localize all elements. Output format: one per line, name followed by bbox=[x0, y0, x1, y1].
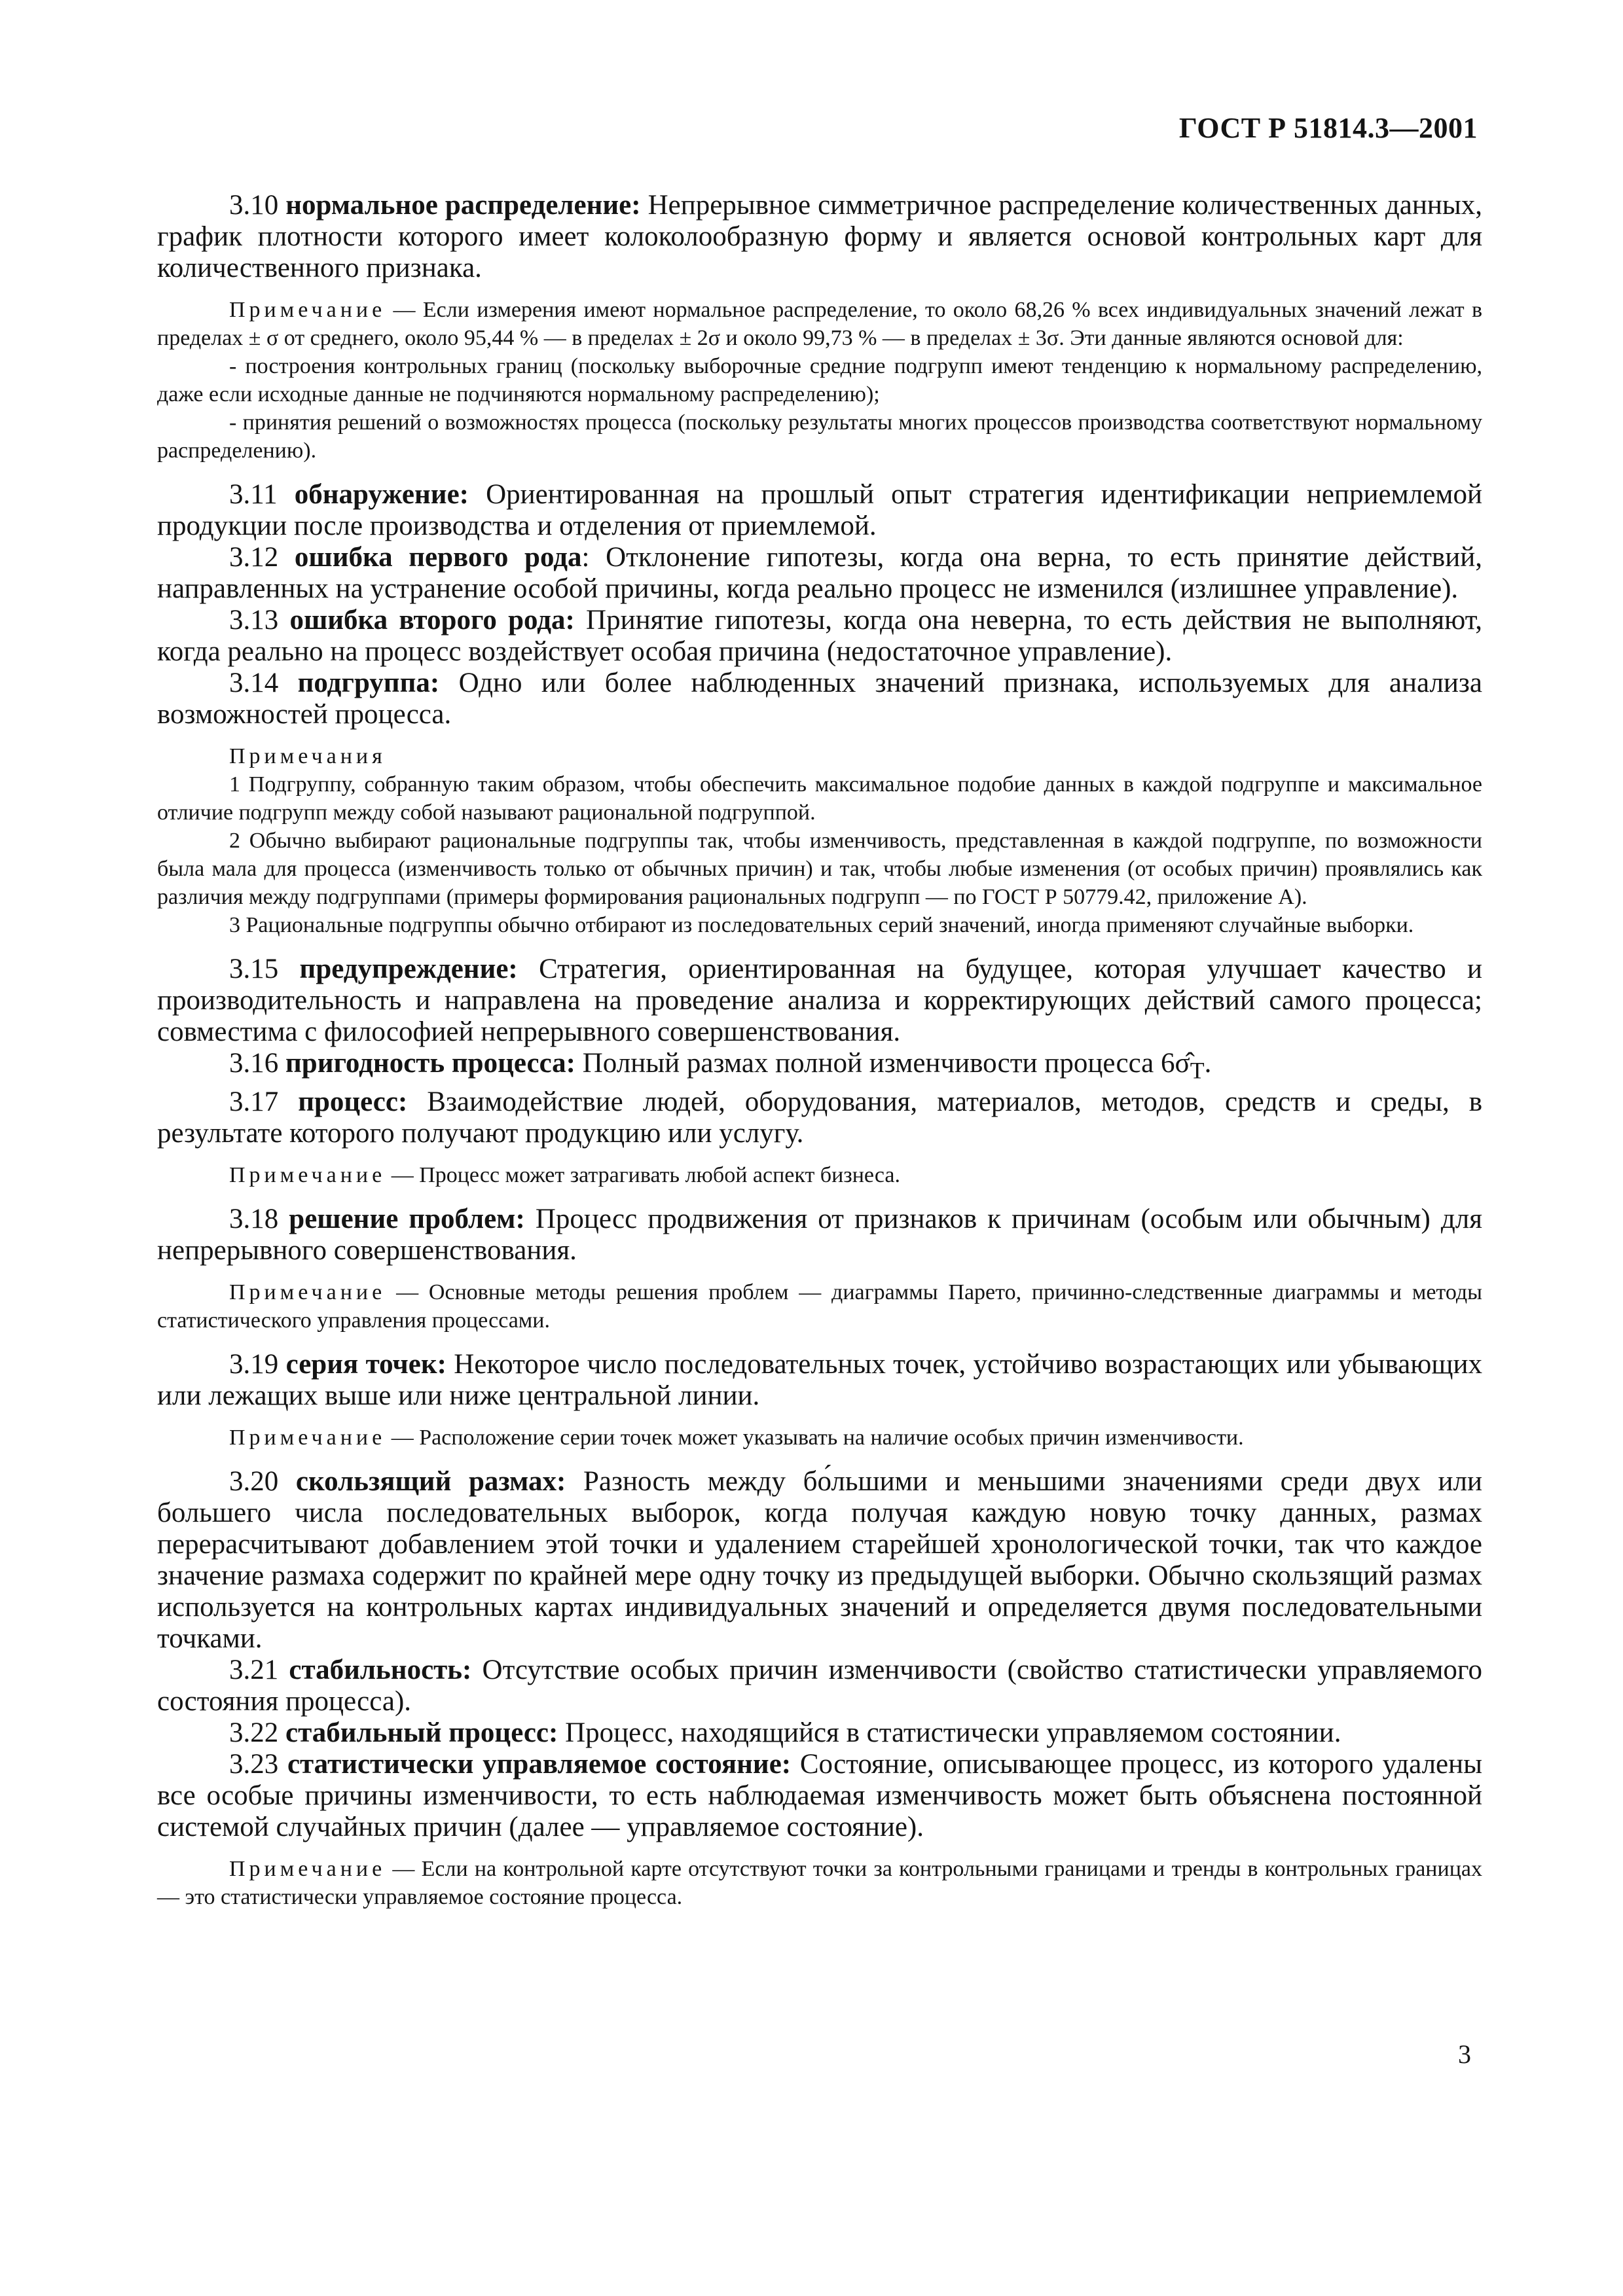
term-definition: Состояние, описывающее процесс, из которого удалены все особые причины изменчивости, то есть наблюдаемая изменчивость может быть объяснена постоянной системой случайных причин (далее — управляемое состояние). bbox=[157, 1748, 1483, 1842]
note-label: Примечание bbox=[229, 1425, 386, 1450]
clause-number: 3.17 bbox=[229, 1086, 279, 1117]
definition-3-21 bbox=[157, 1655, 1482, 1717]
clause-number: 3.19 bbox=[229, 1348, 279, 1380]
term-name: подгруппа: bbox=[297, 668, 440, 698]
definition-3-15 bbox=[157, 954, 1482, 1048]
note-3-19 bbox=[157, 1424, 1482, 1452]
definition-3-23 bbox=[157, 1749, 1482, 1843]
definition-3-22 bbox=[157, 1717, 1482, 1749]
note-text: — Если измерения имеют нормальное распределение, то около 68,26 % всех индивидуальных значений лежат в пределах ± σ от среднего, около 95,44 % — в пределах ± 2σ и около 99,73 % — в пределах ± 3σ. Эти данные являются основой для: bbox=[157, 298, 1483, 350]
definition-3-14 bbox=[157, 668, 1482, 730]
note-list-item: 3 Рациональные подгруппы обычно отбирают из последовательных серий значений, иногда применяют случайные выборки. bbox=[229, 913, 1414, 937]
term-name: пригодность процесса: bbox=[285, 1048, 575, 1079]
clause-number: 3.16 bbox=[229, 1048, 279, 1079]
term-definition: Полный размах полной изменчивости процесса 6σ̂ bbox=[582, 1048, 1190, 1079]
term-definition: Взаимодействие людей, оборудования, материалов, методов, средств и среды, в результате которого получают продукцию или услугу. bbox=[157, 1086, 1482, 1149]
definition-3-10 bbox=[157, 190, 1482, 284]
note-3-10 bbox=[157, 296, 1482, 352]
clause-number: 3.13 bbox=[229, 605, 279, 636]
note-list-item: - построения контрольных границ (поскольку выборочные средние подгрупп имеют тенденцию к нормальному распределению, даже если исходные данные не подчиняются нормальному распределению); bbox=[157, 354, 1482, 406]
document-header: ГОСТ Р 51814.3—2001 bbox=[1178, 112, 1478, 144]
definition-3-18 bbox=[157, 1204, 1482, 1266]
definition-3-11 bbox=[157, 479, 1482, 542]
term-definition: Принятие гипотезы, когда она неверна, то есть действия не выполняют, когда реально на процесс воздействует особая причина (недостаточное управление). bbox=[157, 605, 1483, 667]
term-name: решение проблем: bbox=[289, 1203, 525, 1234]
clause-number: 3.14 bbox=[229, 668, 279, 698]
term-definition: : Отклонение гипотезы, когда она верна, то есть принятие действий, направленных на устранение особой причины, когда реально процесс не изменился (излишнее управление). bbox=[157, 542, 1482, 604]
term-name: стабильный процесс: bbox=[285, 1717, 558, 1748]
definition-3-16 bbox=[157, 1048, 1482, 1086]
page-number: 3 bbox=[1458, 2039, 1471, 2069]
note-label: Примечание bbox=[229, 298, 386, 322]
clause-number: 3.10 bbox=[229, 190, 279, 221]
term-definition: Отсутствие особых причин изменчивости (свойство статистически управляемого состояния процесса). bbox=[157, 1654, 1482, 1717]
definition-3-12 bbox=[157, 542, 1482, 605]
note-3-18 bbox=[157, 1278, 1482, 1335]
clause-number: 3.11 bbox=[229, 479, 278, 510]
document-body bbox=[157, 190, 1482, 1911]
term-definition: Разность между бо́льшими и меньшими значениями среди двух или большего числа последовательных выборок, когда получая каждую новую точку данных, размах перерасчитывают добавлением этой точки и удалением старейшей хронологической точки, так что каждое значение размаха содержит по крайней мере одну точку из предыдущей выборки. Обычно скользящий размах используется на контрольных картах индивидуальных значений и определяется двумя последовательными точками. bbox=[157, 1465, 1483, 1654]
note-label: Примечание bbox=[229, 1280, 386, 1304]
note-list-item: 1 Подгруппу, собранную таким образом, чтобы обеспечить максимальное подобие данных в каждой подгруппе и максимальное отличие подгрупп между собой называют рациональной подгруппой. bbox=[157, 772, 1482, 825]
note-text: — Если на контрольной карте отсутствуют точки за контрольными границами и тренды в контрольных границах — это статистически управляемое состояние процесса. bbox=[157, 1856, 1482, 1909]
note-label: Примечание bbox=[229, 1856, 386, 1881]
note-text: — Процесс может затрагивать любой аспект бизнеса. bbox=[391, 1162, 900, 1187]
note-list-item: - принятия решений о возможностях процесса (поскольку результаты многих процессов производства соответствуют нормальному распределению). bbox=[157, 410, 1482, 463]
note-label: Примечание bbox=[229, 1162, 386, 1187]
term-name: серия точек: bbox=[285, 1348, 447, 1380]
term-name: процесс: bbox=[298, 1086, 408, 1117]
note-text: — Основные методы решения проблем — диаграммы Парето, причинно-следственные диаграммы и методы статистического управления процессами. bbox=[157, 1280, 1483, 1333]
clause-number: 3.12 bbox=[229, 542, 279, 573]
definition-3-19 bbox=[157, 1349, 1482, 1412]
term-definition: Стратегия, ориентированная на будущее, которая улучшает качество и производительность и направлена на проведение анализа и корректирующих действий самого процесса; совместима с философией непрерывного совершенствования. bbox=[157, 954, 1483, 1047]
notes-3-14-label bbox=[157, 742, 1482, 770]
clause-number: 3.15 bbox=[229, 954, 279, 984]
clause-number: 3.22 bbox=[229, 1717, 279, 1748]
clause-number: 3.23 bbox=[229, 1748, 279, 1780]
definition-3-17 bbox=[157, 1086, 1482, 1149]
term-name: предупреждение: bbox=[299, 954, 518, 984]
definition-3-13 bbox=[157, 605, 1482, 668]
subscript-t: T bbox=[1190, 1057, 1205, 1084]
definition-3-20 bbox=[157, 1466, 1482, 1655]
term-name: статистически управляемое состояние: bbox=[287, 1748, 792, 1780]
term-name: нормальное распределение: bbox=[285, 190, 641, 221]
clause-number: 3.21 bbox=[229, 1654, 279, 1685]
term-definition: Процесс, находящийся в статистически управляемом состоянии. bbox=[565, 1717, 1341, 1748]
note-label: Примечания bbox=[229, 744, 386, 768]
note-3-23 bbox=[157, 1855, 1482, 1911]
term-definition: Некоторое число последовательных точек, устойчиво возрастающих или убывающих или лежащих выше или ниже центральной линии. bbox=[157, 1348, 1483, 1411]
term-definition: Процесс продвижения от признаков к причинам (особым или обычным) для непрерывного совершенствования. bbox=[157, 1203, 1483, 1266]
term-name: скользящий размах: bbox=[295, 1465, 566, 1497]
term-tail: . bbox=[1204, 1048, 1212, 1079]
term-definition: Непрерывное симметричное распределение количественных данных, график плотности которого имеет колоколообразную форму и является основой контрольных карт для количественного признака. bbox=[157, 190, 1482, 283]
term-name: ошибка первого рода bbox=[294, 542, 582, 573]
term-name: стабильность: bbox=[289, 1654, 472, 1685]
term-definition: Одно или более наблюденных значений признака, используемых для анализа возможностей процесса. bbox=[157, 668, 1482, 730]
clause-number: 3.20 bbox=[229, 1465, 279, 1497]
note-text: — Расположение серии точек может указывать на наличие особых причин изменчивости. bbox=[391, 1425, 1244, 1450]
note-list-item: 2 Обычно выбирают рациональные подгруппы так, чтобы изменчивость, представленная в каждой подгруппе, по возможности была мала для процесса (изменчивость только от обычных причин) и так, чтобы любые изменения (от особых причин) проявлялись как различия между подгруппами (примеры формирования рациональных подгрупп — по ГОСТ Р 50779.42, приложение А). bbox=[157, 829, 1482, 909]
term-name: обнаружение: bbox=[294, 479, 469, 510]
term-name: ошибка второго рода: bbox=[289, 605, 575, 636]
clause-number: 3.18 bbox=[229, 1203, 279, 1234]
note-3-17 bbox=[157, 1161, 1482, 1189]
term-definition: Ориентированная на прошлый опыт стратегия идентификации неприемлемой продукции после производства и отделения от приемлемой. bbox=[157, 479, 1483, 541]
